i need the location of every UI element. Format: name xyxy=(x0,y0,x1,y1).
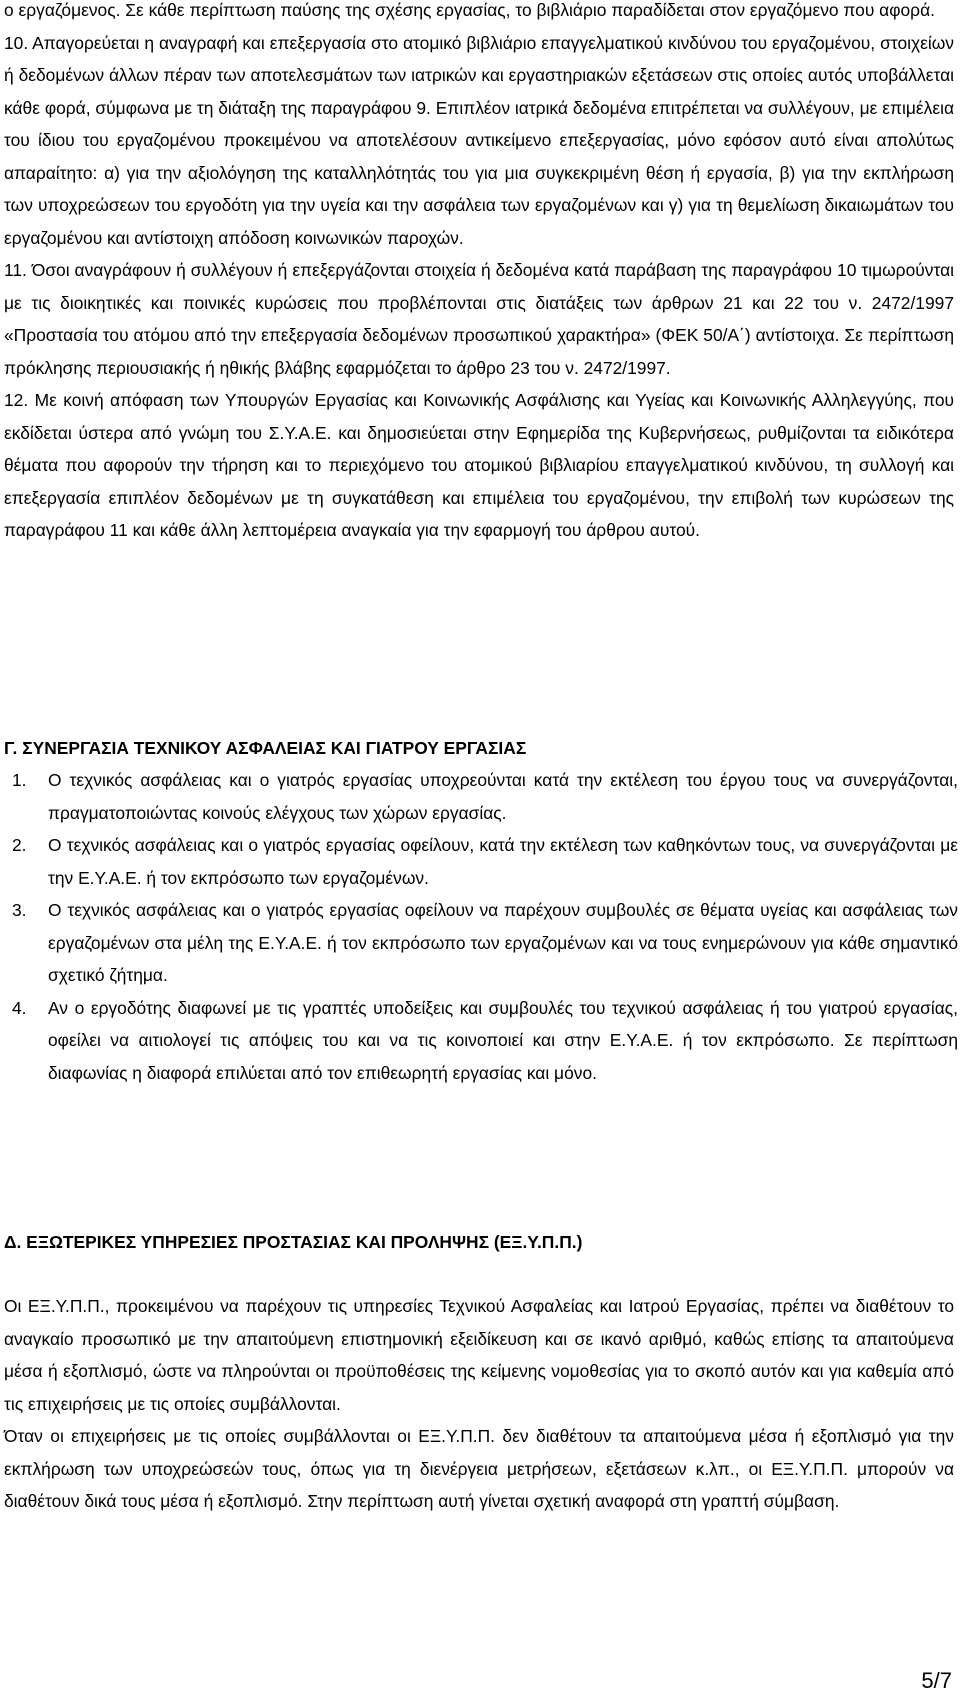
section-d-paragraph-2: Όταν οι επιχειρήσεις με τις οποίες συμβάλλονται οι ΕΞ.Υ.Π.Π. δεν διαθέτουν τα απαιτούμενα μέσα ή εξοπλισμό για την εκπλήρωση των υποχρεώσεών τους, όπως για τη διενέργεια μετρήσεων, εξετάσεων κ.λπ., οι ΕΞ.Υ.Π.Π. μπορούν να διαθέτουν δικά τους μέσα ή εξοπλισμό. Στην περίπτωση αυτή γίνεται σχετική αναφορά στη γραπτή σύμβαση. xyxy=(4,1426,954,1511)
section-d-body xyxy=(4,1290,954,1518)
page-number: 5/7 xyxy=(921,1668,952,1693)
list-item-text: Αν ο εργοδότης διαφωνεί με τις γραπτές υποδείξεις και συμβουλές του τεχνικού ασφάλειας ή του γιατρού εργασίας, οφείλει να αιτιολογεί τις απόψεις του και να τις κοινοποιεί και στην Ε.Υ.Α.Ε. ή τον εκπρόσωπο. Σε περίπτωση διαφωνίας η διαφορά επιλύεται από τον επιθεωρητή εργασίας και μόνο. xyxy=(48,997,958,1083)
list-item-text: Ο τεχνικός ασφάλειας και ο γιατρός εργασίας υποχρεούνται κατά την εκτέλεση του έργου τους να συνεργάζονται, πραγματοποιώντας κοινούς ελέγχους των χώρων εργασίας. xyxy=(48,770,958,823)
paragraph-10: 10. Απαγορεύεται η αναγραφή και επεξεργασία στο ατομικό βιβλιάριο επαγγελματικού κινδύνου του εργαζομένου, στοιχείων ή δεδομένων άλλων πέραν των αποτελεσμάτων των ιατρικών και εργαστηριακών εξετάσεων στις οποίες αυτός υποβάλλεται κάθε φορά, σύμφωνα με τη διάταξη της παραγράφου 9. Επιπλέον ιατρικά δεδομένα επιτρέπεται να συλλέγουν, με επιμέλεια του ίδιου του εργαζομένου προκειμένου να αποτελέσουν αντικείμενο επεξεργασίας, μόνο εφόσον αυτό είναι απολύτως απαραίτητο: α) για την αξιολόγηση της καταλληλότητάς του για μια συγκεκριμένη θέση ή εργασία, β) για την εκπλήρωση των υποχρεώσεων του εργοδότη για την υγεία και την ασφάλεια των εργαζομένων και γ) για τη θεμελίωση δικαιωμάτων του εργαζομένου και αντίστοιχη απόδοση κοινωνικών παροχών. xyxy=(4,32,954,248)
list-item xyxy=(0,829,958,894)
list-item-text: Ο τεχνικός ασφάλειας και ο γιατρός εργασίας οφείλουν να παρέχουν συμβουλές σε θέματα υγείας και ασφάλειας των εργαζομένων στα μέλη της Ε.Υ.Α.Ε. ή τον εκπρόσωπο των εργαζομένων και να τους ενημερώνουν για κάθε σημαντικό σχετικό ζήτημα. xyxy=(48,900,958,985)
list-item-number: 2. xyxy=(12,835,27,855)
paragraph-11: 11. Όσοι αναγράφουν ή συλλέγουν ή επεξεργάζονται στοιχεία ή δεδομένα κατά παράβαση της παραγράφου 10 τιμωρούνται με τις διοικητικές και ποινικές κυρώσεις που προβλέπονται στις διατάξεις των άρθρων 21 και 22 του ν. 2472/1997 «Προστασία του ατόμου από την επεξεργασία δεδομένων προσωπικού χαρακτήρα» (ΦΕΚ 50/Α΄) αντίστοιχα. Σε περίπτωση πρόκλησης περιουσιακής ή ηθικής βλάβης εφαρμόζεται το άρθρο 23 του ν. 2472/1997. xyxy=(4,260,954,378)
section-d-title: Δ. ΕΞΩΤΕΡΙΚΕΣ ΥΠΗΡΕΣΙΕΣ ΠΡΟΣΤΑΣΙΑΣ ΚΑΙ ΠΡΟΛΗΨΗΣ (ΕΞ.Υ.Π.Π.) xyxy=(4,1232,583,1252)
list-item xyxy=(0,894,958,992)
list-item xyxy=(0,992,958,1090)
list-item xyxy=(0,764,958,829)
section-d-paragraph-1: Οι ΕΞ.Υ.Π.Π., προκειμένου να παρέχουν τις υπηρεσίες Τεχνικού Ασφαλείας και Ιατρού Εργασίας, πρέπει να διαθέτουν το αναγκαίο προσωπικό με την απαιτούμενη επιστημονική εξειδίκευση και σε ικανό αριθμό, καθώς επίσης τα απαιτούμενα μέσα ή εξοπλισμό, ώστε να πληρούνται οι προϋποθέσεις της κείμενης νομοθεσίας για το σκοπό αυτόν και για καθεμία από τις επιχειρήσεις με τις οποίες συμβάλλονται. xyxy=(4,1296,954,1414)
list-item-number: 3. xyxy=(12,900,27,920)
section-g-list xyxy=(0,764,958,1089)
paragraph-12: 12. Με κοινή απόφαση των Υπουργών Εργασίας και Κοινωνικής Ασφάλισης και Υγείας και Κοινωνικής Αλληλεγγύης, που εκδίδεται ύστερα από γνώμη του Σ.Υ.Α.Ε. και δημοσιεύεται στην Εφημερίδα της Κυβερνήσεως, ρυθμίζονται τα ειδικότερα θέματα που αφορούν την τήρηση και το περιεχόμενο του ατομικού βιβλιαρίου επαγγελματικού κινδύνου, τη συλλογή και επεξεργασία επιπλέον δεδομένων με τη συγκατάθεση και επιμέλεια του εργαζομένου, την επιβολή των κυρώσεων της παραγράφου 11 και κάθε άλλη λεπτομέρεια αναγκαία για την εφαρμογή του άρθρου αυτού. xyxy=(4,390,954,540)
paragraph-continuation: ο εργαζόμενος. Σε κάθε περίπτωση παύσης της σχέσης εργασίας, το βιβλιάριο παραδίδεται στον εργαζόμενο που αφορά. xyxy=(4,0,935,20)
list-item-number: 1. xyxy=(12,770,27,790)
list-item-text: Ο τεχνικός ασφάλειας και ο γιατρός εργασίας οφείλουν, κατά την εκτέλεση των καθηκόντων τους, να συνεργάζονται με την Ε.Υ.Α.Ε. ή τον εκπρόσωπο των εργαζομένων. xyxy=(48,835,958,888)
paragraphs-top xyxy=(4,0,954,547)
section-g-title: Γ. ΣΥΝΕΡΓΑΣΙΑ ΤΕΧΝΙΚΟΥ ΑΣΦΑΛΕΙΑΣ ΚΑΙ ΓΙΑΤΡΟΥ ΕΡΓΑΣΙΑΣ xyxy=(4,738,527,758)
list-item-number: 4. xyxy=(12,997,27,1018)
